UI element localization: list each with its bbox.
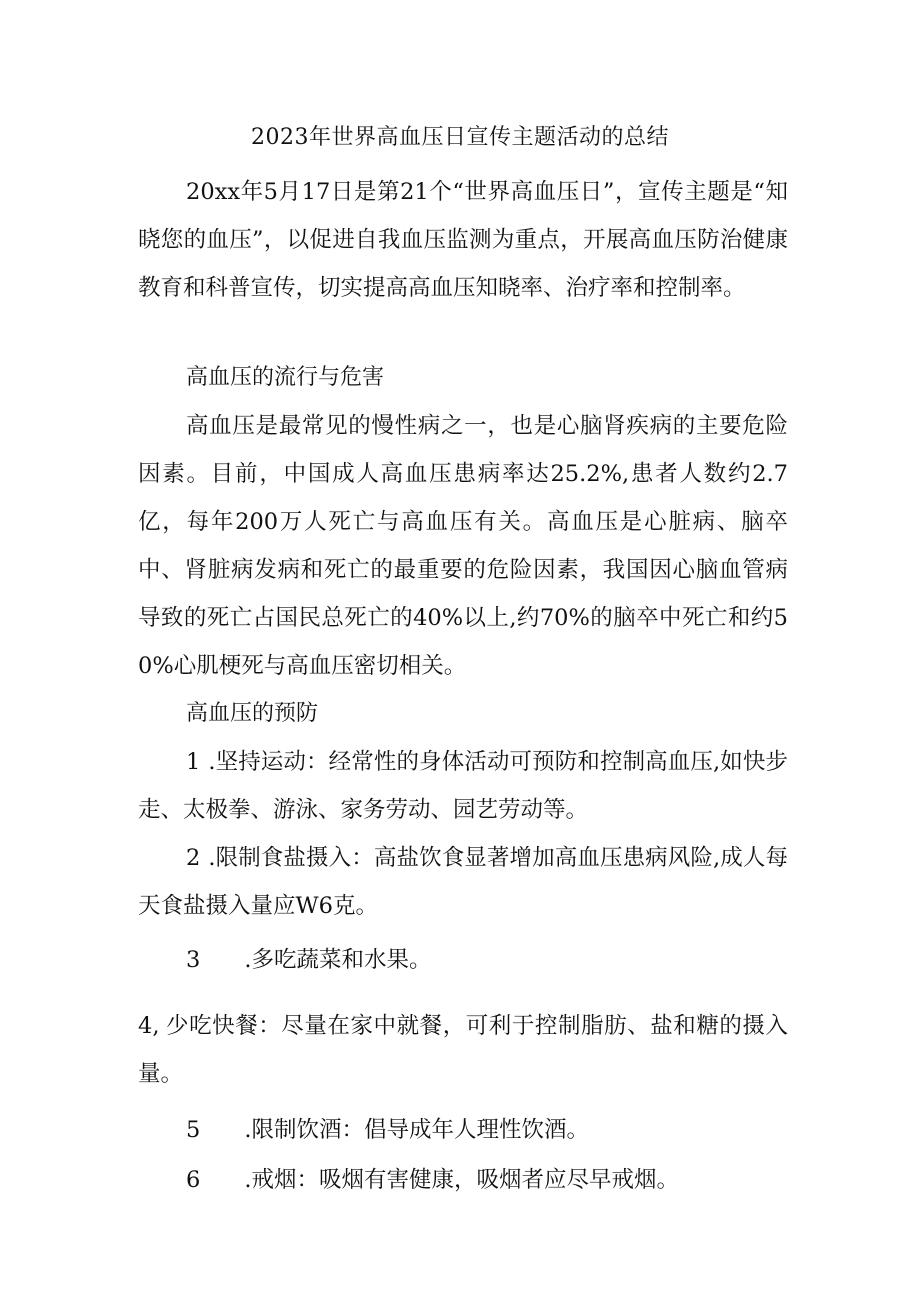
prevalence-paragraph: 高血压是最常见的慢性病之一，也是心脑肾疾病的主要危险因素。目前，中国成人高血压患病率达25.2%,患者人数约2.7亿，每年200万人死亡与高血压有关。高血压是心脏病、脑卒中、肾脏病发病和死亡的最重要的危险因素，我国因心脑血管病导致的死亡占国民总死亡的40%以上,约70%的脑卒中死亡和约50%心肌梗死与高血压密切相关。 [138, 413, 788, 679]
prevention-item-6 [138, 1156, 788, 1204]
intro-paragraph: 20xx年5月17日是第21个“世界高血压日”，宣传主题是“知晓您的血压”，以促进自我血压监测为重点，开展高血压防治健康教育和科普宣传，切实提高高血压知晓率、治疗率和控制率。 [138, 179, 788, 301]
prevention-item-4 [138, 1002, 788, 1098]
section-heading-prevention: 高血压的预防 [186, 701, 319, 726]
item-text: .限制饮酒：倡导成年人理性饮酒。 [244, 1117, 589, 1143]
item-number: 4, [138, 1013, 160, 1039]
item-text: .戒烟：吸烟有害健康，吸烟者应尽早戒烟。 [244, 1167, 679, 1193]
item-number: 6 [186, 1167, 201, 1193]
item-text: .限制食盐摄入：高盐饮食显著增加高血压患病风险,成人每天食盐摄入量应W6克。 [138, 845, 788, 919]
item-number: 3 [186, 947, 201, 973]
prevention-item-5 [138, 1106, 788, 1154]
item-text: .坚持运动：经常性的身体活动可预防和控制高血压,如快步走、太极拳、游泳、家务劳动、园艺劳动等。 [138, 749, 788, 823]
item-text: .多吃蔬菜和水果。 [244, 947, 432, 973]
item-text: 少吃快餐：尽量在家中就餐，可利于控制脂肪、盐和糖的摄入量。 [138, 1013, 788, 1087]
document-title: 2023年世界高血压日宣传主题活动的总结 [251, 125, 669, 150]
prevention-item-1 [138, 738, 788, 834]
item-number: 5 [186, 1117, 201, 1143]
prevention-item-2 [138, 834, 788, 930]
prevention-item-3 [138, 936, 788, 984]
item-number: 2 [186, 845, 201, 871]
item-number: 1 [186, 749, 201, 775]
section-heading-prevalence: 高血压的流行与危害 [186, 365, 385, 390]
